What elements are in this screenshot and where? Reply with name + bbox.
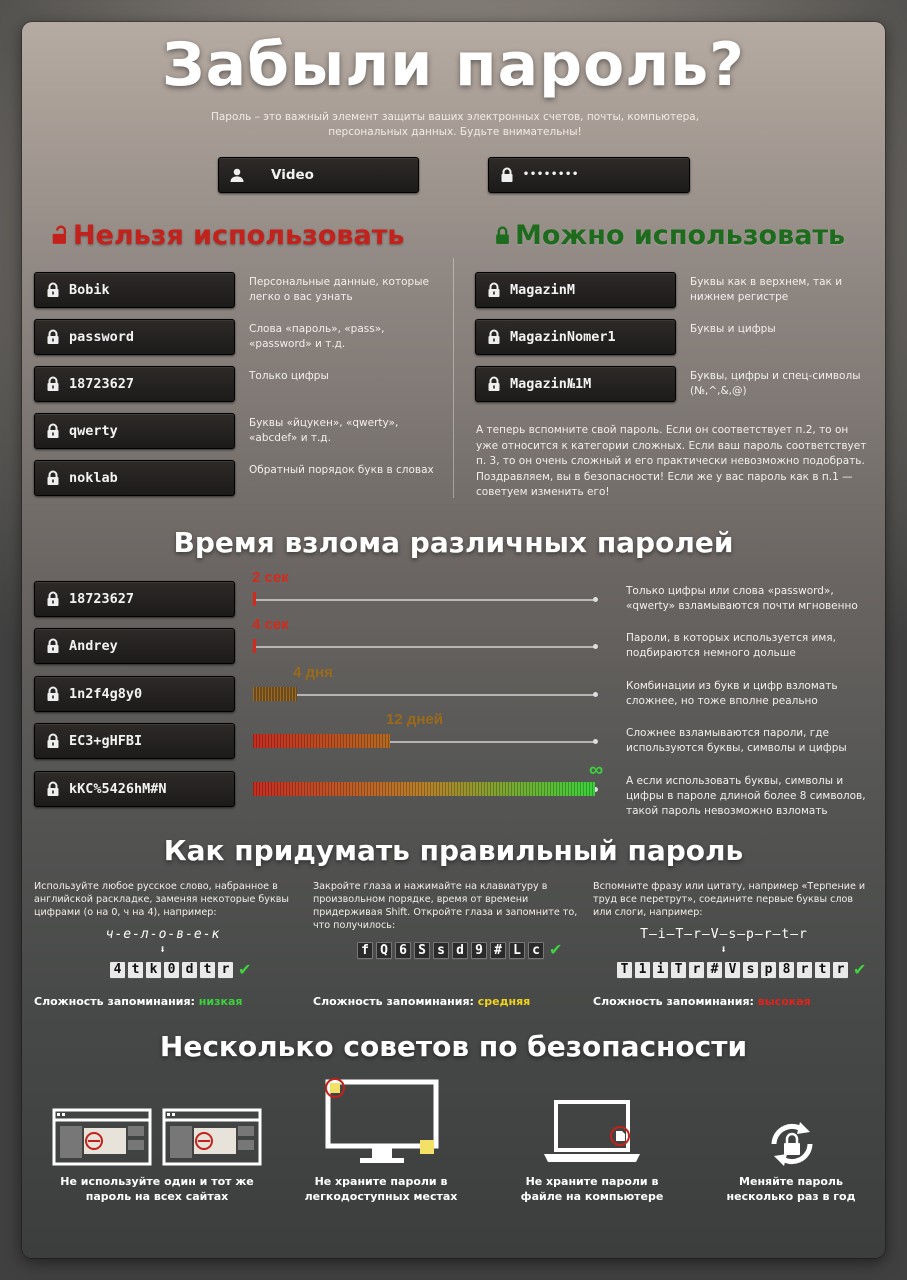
create-column-text: Вспомните фразу или цитату, например «Терпение и труд все перетрут», соедините первые буквы слов или слоги, например:	[593, 881, 866, 918]
allowed-password-field[interactable]	[475, 319, 676, 355]
key-cap: V	[725, 962, 740, 978]
forbidden-password-field-value: noklab	[69, 470, 118, 486]
key-cap: d	[182, 962, 197, 978]
key-cap: 1	[635, 962, 650, 978]
crack-heading: Время взлома различных паролей	[173, 526, 734, 559]
forbidden-password-field-value: qwerty	[69, 423, 118, 439]
crack-bar-end	[593, 692, 598, 697]
crack-desc: Комбинации из букв и цифр взломать сложнее, но тоже вполне реально	[626, 680, 838, 707]
allowed-password-field-value: MagazinM	[510, 282, 576, 298]
allowed-heading-text: Можно использовать	[515, 220, 846, 251]
allowed-desc: Буквы как в верхнем, так и нижнем регистре	[690, 276, 843, 303]
key-cap: T	[617, 962, 632, 978]
key-cap: Q	[376, 942, 392, 959]
key-cap: 6	[395, 942, 411, 959]
key-cap: r	[797, 962, 812, 978]
crack-bar-track	[253, 646, 595, 648]
forbidden-desc: Только цифры	[249, 370, 329, 382]
memo-label: Сложность запоминания:	[593, 995, 754, 1008]
arrow-down-icon: ⬇	[159, 943, 167, 956]
user-icon	[229, 167, 245, 183]
lock-icon	[486, 329, 502, 345]
forbidden-password-field[interactable]	[34, 413, 235, 449]
keyboard-keys	[110, 962, 251, 978]
forbidden-password-field[interactable]	[34, 272, 235, 308]
check-icon: ✔	[238, 960, 252, 979]
memo-difficulty	[313, 995, 530, 1008]
key-cap: r	[833, 962, 848, 978]
crack-time-label: ∞	[589, 759, 604, 781]
check-icon: ✔	[853, 960, 867, 979]
create-column-text: Закройте глаза и нажимайте на клавиатуру в произвольном порядке, время от времени придерживая Shift. Откройте глаза и запомните то, что получилось:	[313, 881, 578, 931]
key-cap: t	[815, 962, 830, 978]
key-cap: p	[761, 962, 776, 978]
crack-bar-fill	[253, 782, 595, 796]
crack-time-label: 4 дня	[293, 664, 333, 681]
subtitle: Пароль – это важный элемент защиты ваших электронных счетов, почты, компьютера, персональных данных. Будьте внимательны!	[210, 111, 700, 138]
tip-label-4: Меняйте пароль несколько раз в год	[726, 1175, 856, 1203]
crack-bar-fill	[253, 687, 297, 701]
create-heading: Как придумать правильный пароль	[163, 834, 744, 867]
crack-desc: Сложнее взламываются пароли, где используются буквы, символы и цифры	[626, 727, 847, 754]
crack-password-field[interactable]	[34, 676, 235, 712]
forbidden-desc: Буквы «йцукен», «qwerty», «abcdef» и т.д.	[249, 417, 399, 444]
crack-password-field-value: EC3+gHFBI	[69, 733, 143, 749]
crack-desc: А если использовать буквы, символы и цифры в пароле длиной более 8 символов, такой пароль невозможно взломать	[626, 775, 866, 817]
lock-icon	[45, 591, 61, 607]
key-cap: r	[689, 962, 704, 978]
forbidden-desc: Слова «пароль», «pass», «password» и т.д.	[249, 323, 385, 350]
lock-icon	[45, 638, 61, 654]
allowed-desc: Буквы, цифры и спец-символы (№,^,&,@)	[690, 370, 861, 397]
forbidden-password-field[interactable]	[34, 366, 235, 402]
key-cap: 0	[164, 962, 179, 978]
allowed-password-field-value: MagazinNomer1	[510, 329, 616, 345]
memo-difficulty	[34, 995, 242, 1008]
key-cap: T	[671, 962, 686, 978]
key-cap: s	[743, 962, 758, 978]
key-cap: #	[490, 942, 506, 959]
crack-bar-fill	[253, 592, 256, 606]
key-cap: k	[146, 962, 161, 978]
lock-icon	[45, 470, 61, 486]
forbidden-password-field-value: 18723627	[69, 376, 135, 392]
crack-bar-fill	[253, 734, 390, 748]
forbidden-heading	[52, 220, 404, 251]
crack-password-field[interactable]	[34, 723, 235, 759]
key-cap: r	[218, 962, 233, 978]
crack-time-label: 2 сек	[252, 569, 289, 586]
key-cap: t	[128, 962, 143, 978]
source-phrase: ч-е-л-о-в-е-к	[105, 927, 221, 942]
monitor-sticky-note-icon	[320, 1074, 444, 1170]
crack-bar-fill	[253, 639, 256, 653]
forbidden-desc: Обратный порядок букв в словах	[249, 464, 434, 476]
create-column-text: Используйте любое русское слово, набранное в английской раскладке, заменяя некоторые буквы цифрами (о на 0, ч на 4), например:	[34, 881, 290, 918]
key-cap: t	[200, 962, 215, 978]
lock-icon	[45, 376, 61, 392]
tip-label-1: Не используйте один и тот же пароль на всех сайтах	[60, 1175, 254, 1203]
tip-label-2: Не храните пароли в легкодоступных местах	[304, 1175, 458, 1203]
check-icon: ✔	[549, 940, 563, 959]
crack-desc: Пароли, в которых используется имя, подбираются немного дольше	[626, 632, 836, 659]
crack-bar-end	[593, 739, 598, 744]
key-cap: 8	[779, 962, 794, 978]
browser-windows-icon	[52, 1108, 262, 1168]
login-field[interactable]	[218, 157, 419, 193]
key-cap: 9	[471, 942, 487, 959]
lock-icon	[45, 781, 61, 797]
forbidden-heading-text: Нельзя использовать	[73, 220, 405, 251]
crack-password-field[interactable]	[34, 771, 235, 807]
allowed-note: А теперь вспомните свой пароль. Если он соответствует п.2, то он уже относится к категории сложных. Если ваш пароль соответствует п. 3, то он очень сложный и его практически невозможно подобрать. Поздравляем, вы в безопасности! Если же у вас пароль как в п.1 — советуем изменить его!	[476, 424, 867, 498]
forbidden-password-field[interactable]	[34, 460, 235, 496]
crack-bar-track	[253, 694, 595, 696]
crack-password-field-value: Andrey	[69, 638, 118, 654]
password-field[interactable]	[488, 157, 690, 193]
allowed-password-field[interactable]	[475, 272, 676, 308]
lock-icon	[45, 329, 61, 345]
memo-level: высокая	[757, 995, 811, 1008]
refresh-lock-icon	[764, 1116, 820, 1172]
key-cap: s	[433, 942, 449, 959]
key-cap: c	[528, 942, 544, 959]
locked-icon	[494, 226, 511, 245]
unlocked-icon	[52, 225, 70, 245]
crack-time-label: 4 сек	[252, 616, 289, 633]
crack-time-label: 12 дней	[386, 711, 443, 728]
crack-password-field-value: 1n2f4g8y0	[69, 686, 143, 702]
lock-icon	[499, 167, 515, 183]
lock-icon	[486, 376, 502, 392]
tip-label-3: Не храните пароли в файле на компьютере	[520, 1175, 664, 1203]
memo-difficulty	[593, 995, 811, 1008]
crack-password-field-value: 18723627	[69, 591, 135, 607]
key-cap: L	[509, 942, 525, 959]
column-divider	[453, 258, 454, 498]
lock-icon	[45, 423, 61, 439]
key-cap: 4	[110, 962, 125, 978]
arrow-down-icon: ⬇	[720, 943, 728, 956]
login-value: Video	[271, 167, 314, 183]
forbidden-password-field-value: password	[69, 329, 135, 345]
crack-desc: Только цифры или слова «password», «qwerty» взламываются почти мгновенно	[626, 585, 858, 612]
key-cap: S	[414, 942, 430, 959]
lock-icon	[45, 282, 61, 298]
key-cap: f	[357, 942, 373, 959]
forbidden-password-field-value: Bobik	[69, 282, 110, 298]
crack-password-field[interactable]	[34, 581, 235, 617]
key-cap: d	[452, 942, 468, 959]
forbidden-password-field[interactable]	[34, 319, 235, 355]
page-title: Забыли пароль?	[162, 30, 745, 100]
memo-level: низкая	[198, 995, 243, 1008]
keyboard-keys	[617, 962, 866, 978]
allowed-desc: Буквы и цифры	[690, 323, 776, 335]
memo-level: средняя	[477, 995, 531, 1008]
allowed-password-field[interactable]	[475, 366, 676, 402]
password-value: ••••••••	[523, 169, 580, 180]
forbidden-desc: Персональные данные, которые легко о вас узнать	[249, 276, 429, 303]
tips-heading: Несколько советов по безопасности	[159, 1030, 748, 1063]
laptop-file-icon	[540, 1098, 644, 1168]
allowed-password-field-value: Magazin№1M	[510, 376, 592, 392]
keyboard-keys	[357, 942, 562, 959]
key-cap: i	[653, 962, 668, 978]
memo-label: Сложность запоминания:	[34, 995, 195, 1008]
allowed-heading	[494, 220, 845, 251]
lock-icon	[45, 686, 61, 702]
key-cap: #	[707, 962, 722, 978]
memo-label: Сложность запоминания:	[313, 995, 474, 1008]
crack-password-field[interactable]	[34, 628, 235, 664]
crack-bar-end	[593, 597, 598, 602]
crack-password-field-value: kKC%5426hM#N	[69, 781, 167, 797]
source-phrase: T–i–T–r–V–s–p–r–t–r	[640, 927, 808, 942]
lock-icon	[486, 282, 502, 298]
crack-bar-track	[253, 599, 595, 601]
crack-bar-end	[593, 644, 598, 649]
lock-icon	[45, 733, 61, 749]
